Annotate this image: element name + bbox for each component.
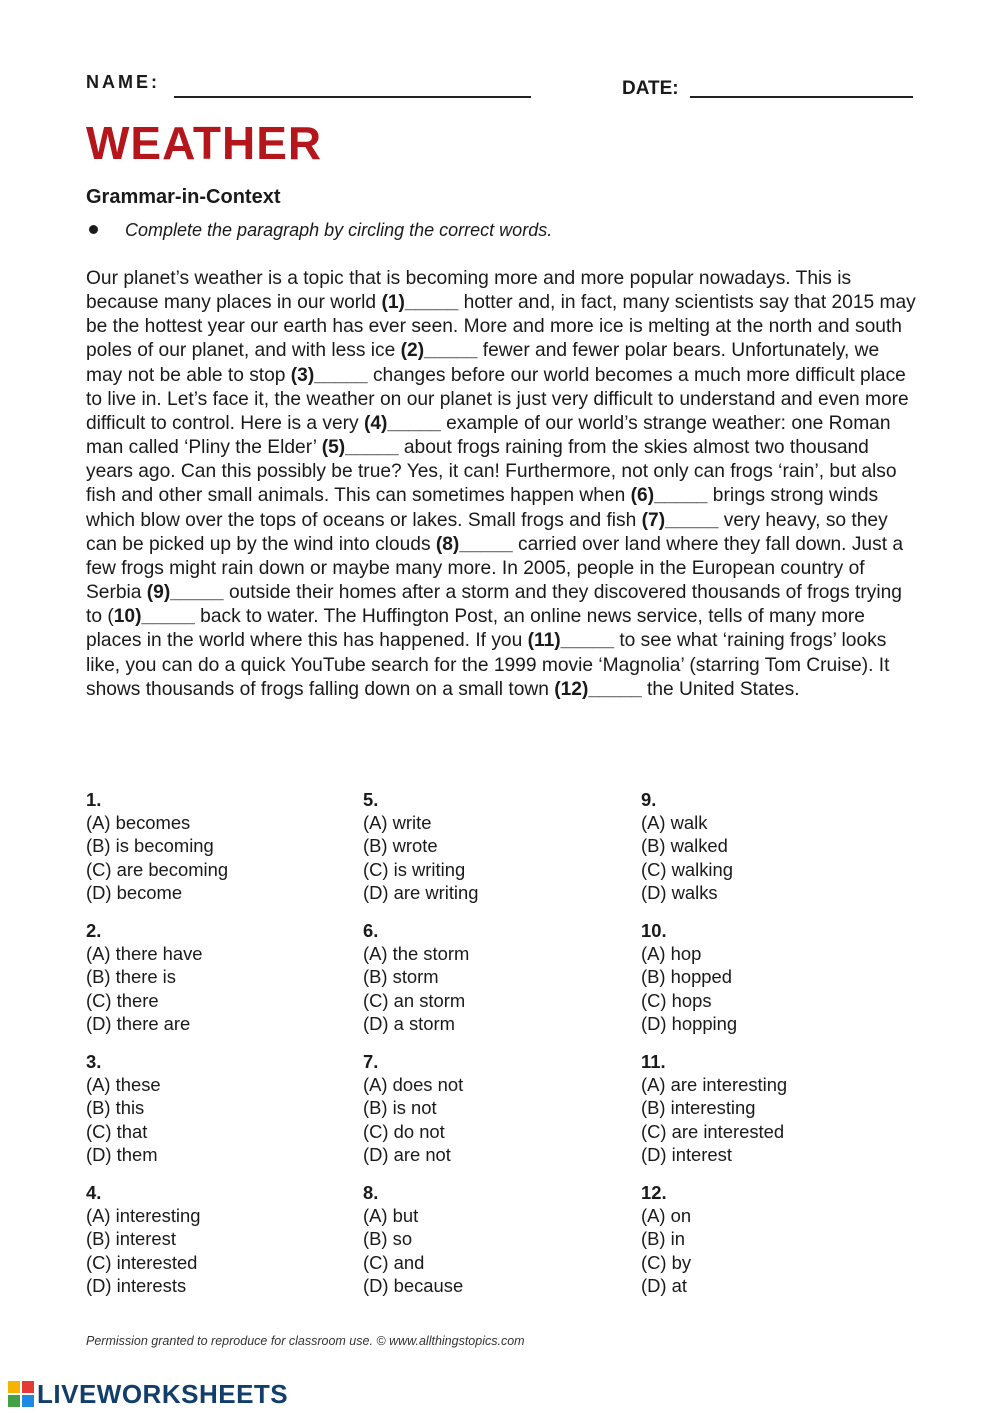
name-label: NAME: [86, 72, 160, 92]
paragraph-text: changes before our world becomes a much more difficult place to live in. Let’s face it, the weather on our planet is just very difficult to understand and even more difficult to control. Here is a very [86, 364, 909, 434]
blank-7[interactable]: (7)_____ [641, 509, 719, 531]
option[interactable]: (C) there [86, 989, 159, 1011]
option[interactable]: (C) walking [641, 858, 733, 880]
date-field[interactable] [690, 96, 913, 98]
question-11 [641, 1050, 911, 1166]
paragraph-text: to see what ‘raining frogs’ looks like, you can do a quick YouTube search for the 1999 movie ‘Magnolia’ (starring Tom Cruise). It shows thousands of frogs falling down on a small town [86, 630, 890, 700]
option[interactable]: (B) walked [641, 835, 728, 857]
question-number: 2. [86, 920, 102, 941]
option[interactable]: (D) interests [86, 1274, 187, 1296]
question-number: 6. [363, 920, 379, 941]
paragraph-text: outside their homes after a storm and they discovered thousands of frogs trying to ( [86, 582, 902, 628]
option[interactable]: (B) hopped [641, 966, 732, 988]
question-1 [86, 788, 356, 904]
option[interactable]: (A) on [641, 1205, 692, 1227]
question-12 [641, 1181, 911, 1297]
option[interactable]: (B) storm [363, 966, 439, 988]
paragraph-text: brings strong winds which blow over the tops of oceans or lakes. Small frogs and fish [86, 485, 879, 531]
paragraph-text: the United States. [641, 678, 800, 700]
option[interactable]: (D) are not [363, 1143, 451, 1165]
paragraph-text: Our planet’s weather is a topic that is becoming more and more popular nowadays. This is because many places in our world [86, 268, 852, 314]
question-2 [86, 919, 356, 1035]
option[interactable]: (B) this [86, 1097, 145, 1119]
question-number: 11. [641, 1051, 666, 1072]
brand-name: LIVEWORKSHEETS [37, 1378, 289, 1409]
option[interactable]: (B) is not [363, 1097, 437, 1119]
option[interactable]: (A) the storm [363, 943, 470, 965]
question-9 [641, 788, 911, 904]
blank-3[interactable]: (3)_____ [290, 364, 368, 386]
blank-11[interactable]: (11)_____ [527, 630, 615, 652]
question-number: 7. [363, 1051, 379, 1072]
question-number: 12. [641, 1182, 667, 1203]
option[interactable]: (D) a storm [363, 1012, 455, 1034]
option[interactable]: (C) do not [363, 1120, 445, 1142]
option[interactable]: (B) is becoming [86, 835, 214, 857]
question-7 [363, 1050, 633, 1166]
section-subtitle: Grammar-in-Context [86, 186, 281, 208]
option[interactable]: (D) interest [641, 1143, 732, 1165]
blank-1[interactable]: (1)_____ [381, 292, 459, 314]
option[interactable]: (C) that [86, 1120, 148, 1142]
blank-9[interactable]: (9)_____ [146, 582, 224, 604]
question-number: 10. [641, 920, 667, 941]
option[interactable]: (D) walks [641, 881, 718, 903]
option[interactable]: (A) hop [641, 943, 702, 965]
date-label: DATE: [622, 78, 679, 99]
option[interactable]: (C) interested [86, 1251, 198, 1273]
option[interactable]: (D) at [641, 1274, 687, 1296]
option[interactable]: (C) are interested [641, 1120, 785, 1142]
option[interactable]: (A) these [86, 1074, 161, 1096]
option[interactable]: (B) interest [86, 1228, 176, 1250]
question-4 [86, 1181, 356, 1297]
option[interactable]: (A) but [363, 1205, 419, 1227]
question-number: 5. [363, 789, 379, 810]
option[interactable]: (D) because [363, 1274, 464, 1296]
option[interactable]: (B) so [363, 1228, 413, 1250]
option[interactable]: (A) walk [641, 812, 708, 834]
question-number: 4. [86, 1182, 102, 1203]
page-title: WEATHER [86, 117, 323, 169]
option[interactable]: (B) in [641, 1228, 685, 1250]
option[interactable]: (B) wrote [363, 835, 438, 857]
question-10 [641, 919, 911, 1035]
paragraph-text: very heavy, so they can be picked up by the wind into clouds [86, 509, 888, 555]
question-6 [363, 919, 633, 1035]
question-number: 9. [641, 789, 657, 810]
option[interactable]: (C) is writing [363, 858, 466, 880]
paragraph-text: hotter and, in fact, many scientists say that 2015 may be the hottest year our earth has ever seen. More and more ice is melting at the north and south poles of our planet, and with less ice [86, 292, 916, 362]
paragraph-text: about frogs raining from the skies almost two thousand years ago. Can this possibly be true? Yes, it can! Furthermore, not only can frogs ‘rain’, but also fish and other small animals. This can sometimes happen when [86, 437, 897, 507]
option[interactable]: (C) hops [641, 989, 712, 1011]
brand-logo[interactable] [8, 1378, 289, 1409]
option[interactable]: (D) hopping [641, 1012, 738, 1034]
option[interactable]: (D) become [86, 881, 183, 903]
option[interactable]: (D) there are [86, 1012, 191, 1034]
blank-4[interactable]: (4)_____ [363, 412, 441, 434]
liveworksheets-icon [8, 1381, 34, 1407]
option[interactable]: (B) there is [86, 966, 176, 988]
option[interactable]: (A) does not [363, 1074, 464, 1096]
option[interactable]: (A) are interesting [641, 1074, 788, 1096]
blank-12[interactable]: (12)_____ [554, 678, 642, 700]
option[interactable]: (C) an storm [363, 989, 466, 1011]
blank-8[interactable]: (8)_____ [435, 533, 513, 555]
bullet-icon [89, 225, 98, 234]
option[interactable]: (C) are becoming [86, 858, 229, 880]
question-number: 8. [363, 1182, 379, 1203]
option[interactable]: (D) them [86, 1143, 158, 1165]
option[interactable]: (A) interesting [86, 1205, 201, 1227]
paragraph-text: example of our world’s strange weather: one Roman man called ‘Pliny the Elder’ [86, 412, 891, 459]
question-8 [363, 1181, 633, 1297]
instruction-text: Complete the paragraph by circling the correct words. [125, 220, 553, 240]
blank-6[interactable]: (6)_____ [630, 485, 708, 507]
name-field[interactable] [174, 96, 531, 98]
blank-5[interactable]: (5)_____ [321, 437, 399, 459]
question-number: 3. [86, 1051, 102, 1072]
footer-permission: Permission granted to reproduce for classroom use. © www.allthingstopics.com [86, 1334, 525, 1348]
paragraph-text: carried over land where they fall down. Just a few frogs might rain down or maybe many more. In 2005, people in the European country of Serbia [86, 533, 904, 604]
blank-10[interactable]: 10)_____ [113, 606, 195, 628]
header-row [86, 72, 914, 102]
reading-paragraph [86, 267, 916, 702]
question-number: 1. [86, 789, 102, 810]
option[interactable]: (D) are writing [363, 881, 479, 903]
question-3 [86, 1050, 356, 1166]
paragraph-text: back to water. The Huffington Post, an online news service, tells of many more places in the world where this has happened. If you [86, 606, 865, 652]
option[interactable]: (A) write [363, 812, 432, 834]
option[interactable]: (C) and [363, 1251, 425, 1273]
paragraph-text: fewer and fewer polar bears. Unfortunately, we may not be able to stop [86, 340, 880, 386]
instruction [86, 220, 552, 241]
option[interactable]: (A) there have [86, 943, 203, 965]
question-5 [363, 788, 633, 904]
option[interactable]: (A) becomes [86, 812, 191, 834]
option[interactable]: (B) interesting [641, 1097, 756, 1119]
blank-2[interactable]: (2)_____ [400, 340, 478, 362]
option[interactable]: (C) by [641, 1251, 692, 1273]
